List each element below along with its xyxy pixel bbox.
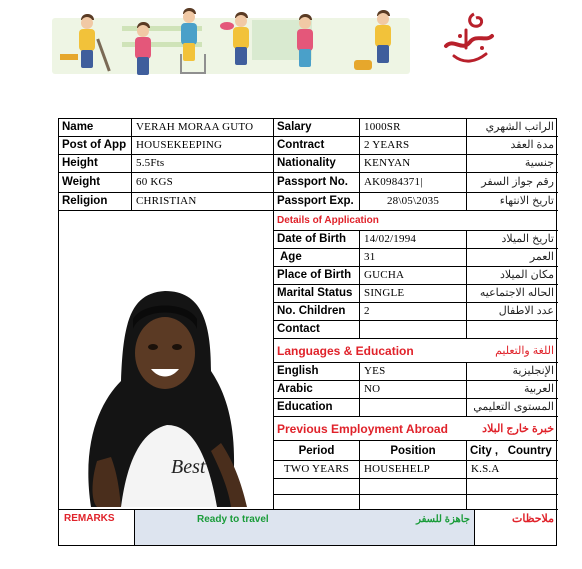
label-nationality: Nationality bbox=[274, 155, 360, 173]
arabic-passport-exp: تاريخ الانتهاء bbox=[467, 193, 558, 211]
arabic-marital-status: الحاله الاجتماعيه bbox=[467, 285, 558, 303]
label-dob: Date of Birth bbox=[274, 231, 360, 249]
cv-sheet bbox=[58, 118, 557, 546]
calligraphy-logo-icon bbox=[436, 8, 500, 72]
label-contact: Contact bbox=[274, 321, 360, 339]
value-contract: 2 YEARS bbox=[360, 137, 467, 155]
label-children: No. Children bbox=[274, 303, 360, 321]
label-weight: Weight bbox=[59, 173, 132, 193]
value-dob: 14/02/1994 bbox=[360, 231, 467, 249]
arabic-dob: تاريخ الميلاد bbox=[467, 231, 558, 249]
bucket-icon bbox=[60, 54, 78, 60]
remarks-label: REMARKS bbox=[59, 510, 135, 545]
value-passport-exp: 28\05\2035 bbox=[360, 193, 467, 211]
arabic-children: عدد الاطفال bbox=[467, 303, 558, 321]
employment-period: TWO YEARS bbox=[274, 461, 360, 479]
value-height: 5.5Fts bbox=[132, 155, 274, 173]
value-salary: 1000SR bbox=[360, 119, 467, 137]
languages-heading: Languages & Education bbox=[274, 339, 467, 363]
employment-col-city-country: City , Country bbox=[467, 441, 558, 461]
cleaner-figure-icon bbox=[292, 14, 318, 74]
cleaner-figure-icon bbox=[228, 12, 254, 74]
label-arabic: Arabic bbox=[274, 381, 360, 399]
value-name: VERAH MORAA GUTO bbox=[132, 119, 274, 137]
remarks-label-arabic: ملاحظات bbox=[512, 513, 554, 525]
value-passport-no: AK0984371| bbox=[360, 173, 467, 193]
value-religion: CHRISTIAN bbox=[132, 193, 274, 211]
applicant-photo bbox=[61, 211, 273, 507]
value-post: HOUSEKEEPING bbox=[132, 137, 274, 155]
employment-heading: Previous Employment Abroad bbox=[274, 417, 467, 441]
arabic-age: العمر bbox=[467, 249, 558, 267]
employment-heading-arabic: خبرة خارج البلاد bbox=[467, 417, 558, 441]
label-salary: Salary bbox=[274, 119, 360, 137]
vacuum-icon bbox=[354, 60, 372, 70]
label-place-of-birth: Place of Birth bbox=[274, 267, 360, 285]
languages-heading-arabic: اللغة والتعليم bbox=[467, 339, 558, 363]
arabic-contract: مدة العقد bbox=[467, 137, 558, 155]
employment-col-position: Position bbox=[360, 441, 467, 461]
employment-empty-cell bbox=[360, 479, 467, 495]
value-english: YES bbox=[360, 363, 467, 381]
label-post: Post of App bbox=[59, 137, 132, 155]
arabic-education: المستوى التعليمي bbox=[467, 399, 558, 417]
remarks-field bbox=[135, 510, 475, 545]
arabic-passport-no: رقم جواز السفر bbox=[467, 173, 558, 193]
value-place-of-birth: GUCHA bbox=[360, 267, 467, 285]
arabic-arabic: العربية bbox=[467, 381, 558, 399]
label-marital-status: Marital Status bbox=[274, 285, 360, 303]
remarks-value: Ready to travel bbox=[197, 514, 269, 525]
label-religion: Religion bbox=[59, 193, 132, 211]
employment-position: HOUSEHELP bbox=[360, 461, 467, 479]
spray-icon bbox=[220, 22, 234, 30]
value-children: 2 bbox=[360, 303, 467, 321]
arabic-place-of-birth: مكان الميلاد bbox=[467, 267, 558, 285]
value-marital-status: SINGLE bbox=[360, 285, 467, 303]
value-nationality: KENYAN bbox=[360, 155, 467, 173]
arabic-english: الإنجليزية bbox=[467, 363, 558, 381]
employment-country: K.S.A bbox=[467, 461, 558, 479]
label-contract: Contract bbox=[274, 137, 360, 155]
label-height: Height bbox=[59, 155, 132, 173]
value-arabic: NO bbox=[360, 381, 467, 399]
remarks-value-arabic: جاهزة للسفر bbox=[416, 514, 470, 525]
value-weight: 60 KGS bbox=[132, 173, 274, 193]
arabic-salary: الراتب الشهري bbox=[467, 119, 558, 137]
label-name: Name bbox=[59, 119, 132, 137]
ladder-icon bbox=[180, 54, 206, 74]
value-education bbox=[360, 399, 467, 417]
company-logo bbox=[436, 8, 500, 72]
employment-empty-cell bbox=[274, 479, 360, 495]
employment-empty-cell bbox=[467, 495, 558, 510]
arabic-contact bbox=[467, 321, 558, 339]
label-english: English bbox=[274, 363, 360, 381]
employment-empty-cell bbox=[360, 495, 467, 510]
applicant-portrait-icon bbox=[61, 211, 273, 507]
employment-empty-cell bbox=[467, 479, 558, 495]
shirt-print: Best bbox=[171, 456, 206, 478]
cleaner-figure-icon bbox=[130, 22, 156, 74]
application-heading: Details of Application bbox=[274, 211, 558, 231]
label-passport-exp: Passport Exp. bbox=[274, 193, 360, 211]
arabic-nationality: جنسية bbox=[467, 155, 558, 173]
label-education: Education bbox=[274, 399, 360, 417]
value-age: 31 bbox=[360, 249, 467, 267]
label-passport-no: Passport No. bbox=[274, 173, 360, 193]
cleaning-banner bbox=[52, 8, 410, 74]
employment-col-period: Period bbox=[274, 441, 360, 461]
cleaner-figure-icon bbox=[370, 10, 396, 74]
employment-empty-cell bbox=[274, 495, 360, 510]
value-contact bbox=[360, 321, 467, 339]
label-age: Age bbox=[274, 249, 360, 267]
